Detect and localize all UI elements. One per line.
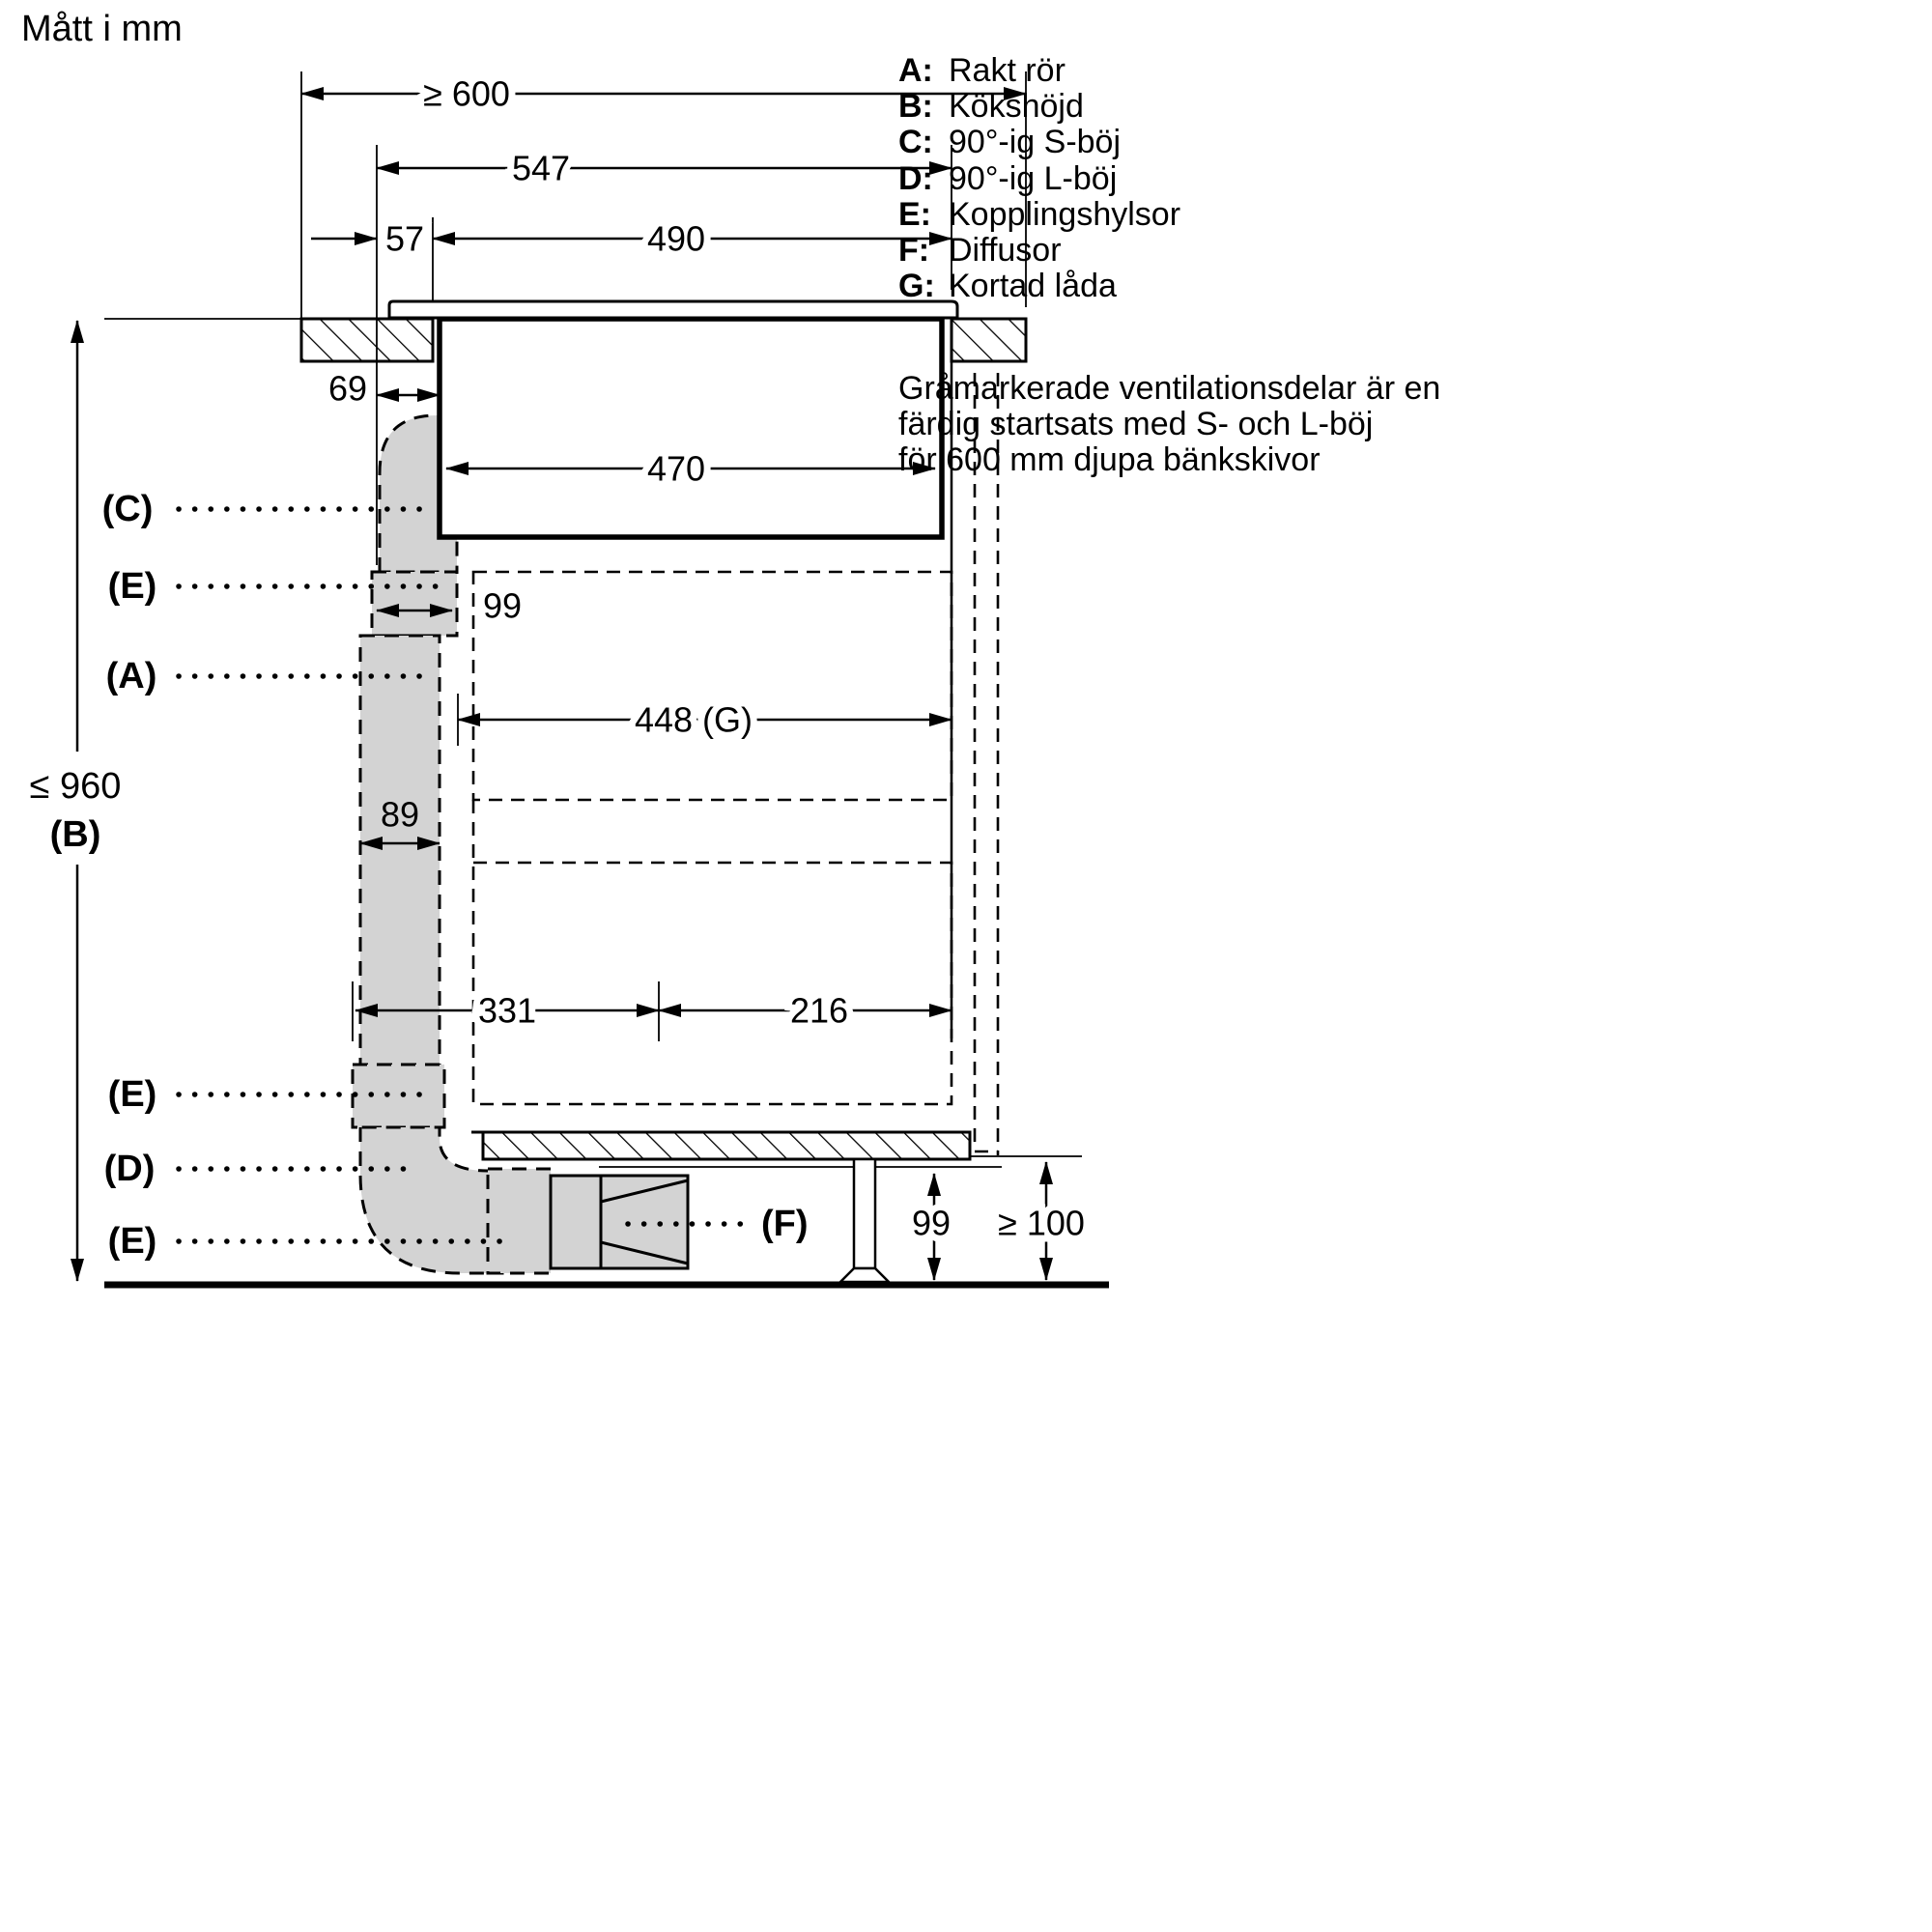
lower-drawer-outline [473,863,952,1104]
leg-shaft [854,1159,875,1268]
legend-item [898,268,1117,304]
dim-duct-to-leg-label: 331 [477,990,537,1031]
dim-duct-width-label: 89 [380,794,420,835]
legend-key: C: [898,124,933,160]
legend-item [898,88,1084,125]
legend-item [898,196,1180,233]
dim-hob-inner-label: 470 [646,448,706,489]
legend-label: Rakt rör [949,52,1065,89]
worktop-right-hatch [952,319,1026,361]
extension-lines [101,71,1082,1156]
dim-worktop-depth-label: ≥ 600 [423,73,510,114]
coupling-sleeve-bottom [488,1169,551,1273]
legend-key: B: [898,88,933,125]
dim-front-offset-label: 57 [384,218,425,259]
shortened-drawer-outline [473,572,952,800]
worktop-left-hatch [301,319,433,361]
legend-key: A: [898,52,933,89]
legend-label: Kortad låda [949,268,1117,304]
l-bend-duct [360,1127,502,1273]
legend-label: Diffusor [949,232,1062,269]
dim-hob-top-label: 547 [511,148,571,188]
part-label-sleeve-bottom: (E) [107,1221,157,1262]
dim-duct-offset-label: 69 [327,368,367,409]
part-label-sleeve-mid: (E) [107,1074,157,1115]
hob-assembly [389,301,957,537]
part-label-diffusor: (F) [761,1204,809,1244]
coupling-sleeve-mid [353,1065,444,1127]
legend-item [898,52,1065,89]
dim-kitchen-height-ref-label: (B) [49,814,101,855]
dim-leg-to-back-label: 216 [789,990,849,1031]
note-line-2: färdig startsats med S- och L-böj [898,406,1374,442]
legend-item [898,160,1117,197]
hob-body [440,319,942,537]
legend-key: G: [898,268,935,304]
leg-foot [840,1268,889,1282]
page-title: Mått i mm [21,9,183,49]
part-label-s-bend: (C) [101,489,154,529]
shelf-board-hatch [483,1132,970,1159]
diffusor-body [551,1176,688,1268]
part-label-l-bend: (D) [103,1149,156,1189]
dim-sleeve-width-label: 99 [483,585,523,626]
hob-top-plate [389,301,957,318]
note-line-3: för 600 mm djupa bänkskivor [898,441,1321,478]
diffusor-part [551,1176,688,1268]
legend-item [898,232,1062,269]
legend-item [898,124,1121,160]
straight-duct-pipe [360,636,440,1065]
legend-key: D: [898,160,933,197]
dim-kitchen-height-label: ≤ 960 [29,766,122,807]
plinth-leg [840,1159,889,1282]
dim-floor-clearance-label: ≥ 100 [998,1203,1085,1243]
legend-key: F: [898,232,930,269]
note-line-1: Gråmarkerade ventilationsdelar är en [898,370,1441,407]
legend-label: Kopplingshylsor [949,196,1181,233]
part-label-sleeve-top: (E) [107,566,157,607]
coupling-sleeve-top [372,572,457,636]
cabinet-bottom-shelf [471,1132,1002,1167]
note-text [898,370,1440,478]
legend [898,52,1180,304]
legend-label: 90°-ig L-böj [949,160,1118,197]
dim-drawer-width-label: 448 (G) [634,699,753,740]
legend-key: E: [898,196,931,233]
dim-plinth-height-label: 99 [911,1203,952,1243]
dim-cutout-label: 490 [646,218,706,259]
legend-label: Kökshöjd [949,88,1084,125]
legend-label: 90°-ig S-böj [949,124,1122,160]
part-label-straight-pipe: (A) [105,656,157,696]
